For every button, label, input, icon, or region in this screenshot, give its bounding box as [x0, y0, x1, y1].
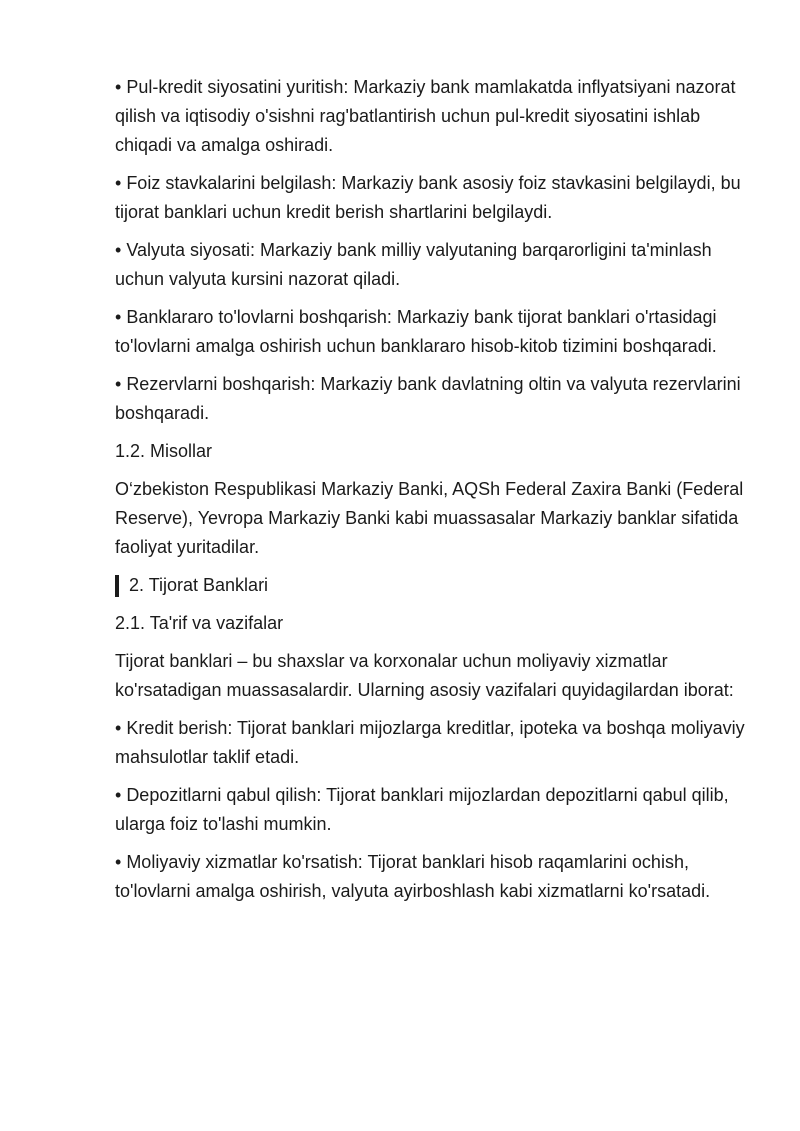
heading-bar [115, 575, 119, 597]
bullet-deposits: • Depozitlarni qabul qilish: Tijorat banklari mijozlardan depozitlarni qabul qilib, ularga foiz to'lashi mumkin. [115, 781, 747, 839]
document-page [115, 73, 747, 915]
examples-paragraph: O‘zbekiston Respublikasi Markaziy Banki, AQSh Federal Zaxira Banki (Federal Reserve), Yevropa Markaziy Banki kabi muassasalar Markaziy banklar sifatida faoliyat yuritadilar. [115, 479, 744, 557]
bullet-lending: • Kredit berish: Tijorat banklari mijozlarga kreditlar, ipoteka va boshqa moliyaviy mahsulotlar taklif etadi. [115, 714, 747, 772]
definition-paragraph: Tijorat banklari – bu shaxslar va korxonalar uchun moliyaviy xizmatlar ko'rsatadigan muassasalardir. Ularning asosiy vazifalari quyidagilardan iborat: [115, 651, 734, 700]
bullet-reserves: • Rezervlarni boshqarish: Markaziy bank davlatning oltin va valyuta rezervlarini boshqaradi. [115, 370, 747, 428]
definition-heading: 2.1. Ta'rif va vazifalar [115, 613, 284, 633]
bullet-interest-rates: • Foiz stavkalarini belgilash: Markaziy bank asosiy foiz stavkasini belgilaydi, bu tijorat banklari uchun kredit berish shartlarini belgilaydi. [115, 169, 747, 227]
bullet-currency-policy: • Valyuta siyosati: Markaziy bank milliy valyutaning barqarorligini ta'minlash uchun valyuta kursini nazorat qiladi. [115, 236, 747, 294]
section-heading [115, 571, 747, 600]
bullet-monetary-policy: • Pul-kredit siyosatini yuritish: Markaziy bank mamlakatda inflyatsiyani nazorat qilish va iqtisodiy o'sishni rag'batlantirish uchun pul-kredit siyosatini ishlab chiqadi va amalga oshiradi. [115, 73, 747, 160]
examples-heading: 1.2. Misollar [115, 441, 213, 461]
bullet-interbank-payments: • Banklararo to'lovlarni boshqarish: Markaziy bank tijorat banklari o'rtasidagi to'lovlarni amalga oshirish uchun banklararo hisob-kitob tizimini boshqaradi. [115, 303, 747, 361]
section-heading-text: 2. Tijorat Banklari [129, 575, 269, 595]
bullet-financial-services: • Moliyaviy xizmatlar ko'rsatish: Tijorat banklari hisob raqamlarini ochish, to'lovlarni amalga oshirish, valyuta ayirboshlash kabi xizmatlarni ko'rsatadi. [115, 848, 747, 906]
